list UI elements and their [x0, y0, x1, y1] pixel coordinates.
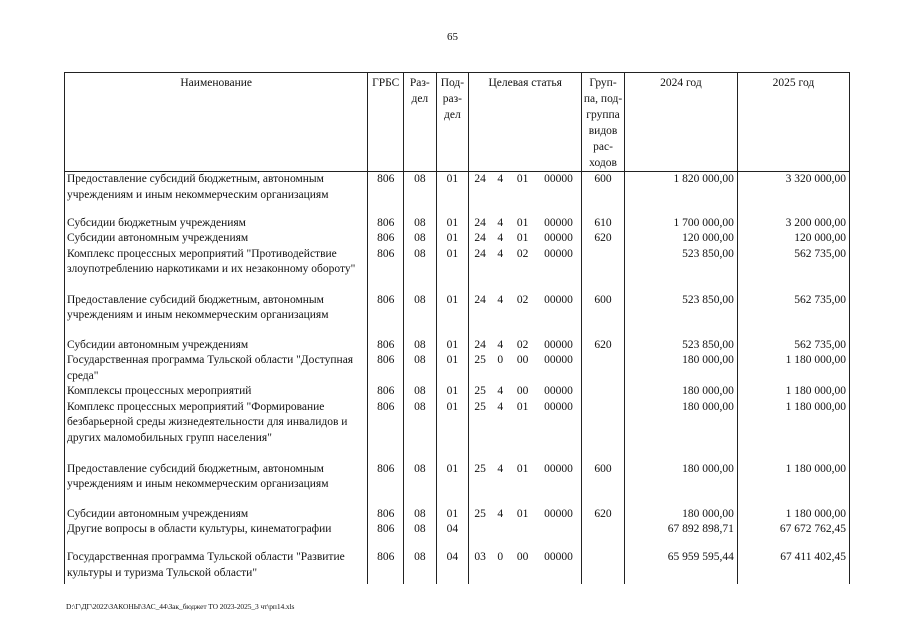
header-target-article: Целевая статья	[469, 73, 582, 172]
row-target-program	[469, 522, 491, 550]
row-amount-2024: 523 850,00	[624, 338, 737, 354]
table-row	[65, 216, 850, 232]
header-2024: 2024 год	[624, 73, 737, 172]
row-target-program: 25	[469, 462, 491, 507]
row-grbs: 806	[368, 247, 404, 293]
row-name: Субсидии автономным учреждениям	[65, 231, 368, 247]
row-amount-2025: 120 000,00	[737, 231, 849, 247]
row-target-program: 24	[469, 172, 491, 216]
row-grbs: 806	[368, 216, 404, 232]
row-podrazdel: 01	[436, 231, 469, 247]
row-podrazdel: 01	[436, 384, 469, 400]
row-razdel: 08	[404, 353, 437, 384]
row-podrazdel: 01	[436, 462, 469, 507]
row-target-type: 4	[497, 507, 504, 520]
row-target-type: 4	[497, 216, 504, 229]
header-expense-group: Груп- па, под- группа видов рас- ходов	[582, 73, 625, 172]
row-podrazdel: 01	[436, 353, 469, 384]
row-target-structure: 00	[516, 354, 529, 366]
table-row	[65, 522, 850, 550]
table-row	[65, 400, 850, 462]
row-expense-group: 600	[582, 172, 625, 216]
row-name: Государственная программа Тульской области "Развитие культуры и туризма Тульской области"	[65, 550, 368, 584]
row-grbs: 806	[368, 172, 404, 216]
row-grbs: 806	[368, 507, 404, 523]
header-grbs: ГРБС	[368, 73, 404, 172]
row-amount-2025: 1 180 000,00	[737, 384, 849, 400]
header-row	[65, 73, 850, 172]
row-razdel: 08	[404, 231, 437, 247]
header-2025: 2025 год	[737, 73, 849, 172]
table-row	[65, 507, 850, 523]
row-grbs: 806	[368, 353, 404, 384]
row-amount-2024: 1 820 000,00	[624, 172, 737, 216]
row-grbs: 806	[368, 293, 404, 338]
row-grbs: 806	[368, 400, 404, 462]
row-razdel: 08	[404, 522, 437, 550]
row-razdel: 08	[404, 550, 437, 584]
row-expense-group: 620	[582, 507, 625, 523]
row-expense-group: 620	[582, 231, 625, 247]
row-target-program: 25	[469, 353, 491, 384]
row-amount-2025: 562 735,00	[737, 338, 849, 354]
row-amount-2025: 67 411 402,45	[737, 550, 849, 584]
row-target-direction: 00000	[536, 338, 582, 354]
budget-table	[64, 72, 850, 584]
row-expense-group: 600	[582, 293, 625, 338]
row-amount-2025: 562 735,00	[737, 247, 849, 293]
header-name: Наименование	[65, 73, 368, 172]
row-target-direction: 00000	[536, 172, 582, 216]
row-grbs: 806	[368, 231, 404, 247]
row-target-structure: 02	[516, 247, 529, 260]
row-target-direction: 00000	[536, 507, 582, 523]
row-amount-2024: 180 000,00	[624, 384, 737, 400]
row-target-type: 0	[497, 354, 504, 366]
row-target-direction: 00000	[536, 384, 582, 400]
row-razdel: 08	[404, 384, 437, 400]
row-target-program: 03	[469, 550, 491, 584]
table-row	[65, 338, 850, 354]
row-target-structure	[509, 522, 535, 550]
row-target-structure: 01	[516, 507, 529, 520]
row-name: Субсидии автономным учреждениям	[65, 507, 368, 523]
table-row	[65, 172, 850, 216]
row-expense-group: 620	[582, 338, 625, 354]
row-grbs: 806	[368, 522, 404, 550]
row-target-direction: 00000	[536, 550, 582, 584]
row-target-program: 24	[469, 338, 491, 354]
row-target-structure: 00	[516, 385, 529, 397]
row-target-direction: 00000	[536, 462, 582, 507]
row-target-direction: 00000	[536, 247, 582, 293]
row-target-program: 24	[469, 247, 491, 293]
row-name: Предоставление субсидий бюджетным, автономным учреждениям и иным некоммерческим организациям	[65, 293, 368, 338]
row-amount-2024: 180 000,00	[624, 353, 737, 384]
row-amount-2025: 1 180 000,00	[737, 353, 849, 384]
row-target-type: 4	[497, 385, 504, 397]
table-row	[65, 231, 850, 247]
row-target-direction: 00000	[536, 353, 582, 384]
row-razdel: 08	[404, 216, 437, 232]
row-expense-group	[582, 384, 625, 400]
row-target-program: 24	[469, 216, 491, 232]
row-razdel: 08	[404, 172, 437, 216]
row-amount-2024: 523 850,00	[624, 247, 737, 293]
row-razdel: 08	[404, 507, 437, 523]
row-target-structure: 01	[516, 216, 529, 229]
row-target-program: 24	[469, 293, 491, 338]
row-amount-2024: 180 000,00	[624, 507, 737, 523]
row-amount-2024: 523 850,00	[624, 293, 737, 338]
row-grbs: 806	[368, 550, 404, 584]
row-target-direction	[536, 522, 582, 550]
row-target-direction: 00000	[536, 231, 582, 247]
row-target-type: 4	[497, 462, 504, 475]
row-name: Комплексы процессных мероприятий	[65, 384, 368, 400]
row-razdel: 08	[404, 293, 437, 338]
row-grbs: 806	[368, 338, 404, 354]
page-number: 65	[447, 31, 458, 43]
row-target-structure: 01	[516, 232, 529, 244]
row-grbs: 806	[368, 462, 404, 507]
row-razdel: 08	[404, 338, 437, 354]
row-target-type	[491, 522, 509, 550]
row-name: Государственная программа Тульской области "Доступная среда"	[65, 353, 368, 384]
row-podrazdel: 01	[436, 172, 469, 216]
row-amount-2025: 67 672 762,45	[737, 522, 849, 550]
row-target-structure: 00	[516, 551, 529, 563]
row-grbs: 806	[368, 384, 404, 400]
row-amount-2024: 65 959 595,44	[624, 550, 737, 584]
row-podrazdel: 01	[436, 216, 469, 232]
row-amount-2025: 1 180 000,00	[737, 507, 849, 523]
row-amount-2024: 120 000,00	[624, 231, 737, 247]
row-target-direction: 00000	[536, 216, 582, 232]
row-expense-group	[582, 550, 625, 584]
row-name: Субсидии автономным учреждениям	[65, 338, 368, 354]
row-razdel: 08	[404, 400, 437, 462]
row-razdel: 08	[404, 462, 437, 507]
row-podrazdel: 01	[436, 247, 469, 293]
row-name: Предоставление субсидий бюджетным, автономным учреждениям и иным некоммерческим организациям	[65, 462, 368, 507]
row-target-type: 4	[497, 173, 504, 185]
header-podrazdel: Под- раз- дел	[436, 73, 469, 172]
row-target-type: 4	[497, 400, 504, 413]
row-podrazdel: 04	[436, 550, 469, 584]
row-amount-2024: 67 892 898,71	[624, 522, 737, 550]
row-amount-2025: 1 180 000,00	[737, 400, 849, 462]
row-target-structure: 02	[516, 338, 529, 351]
row-amount-2024: 180 000,00	[624, 462, 737, 507]
row-expense-group	[582, 400, 625, 462]
row-amount-2025: 3 200 000,00	[737, 216, 849, 232]
row-name: Комплекс процессных мероприятий "Противодействие злоупотреблению наркотиками и их незаконному обороту"	[65, 247, 368, 293]
row-amount-2025: 1 180 000,00	[737, 462, 849, 507]
row-amount-2025: 3 320 000,00	[737, 172, 849, 216]
row-name: Другие вопросы в области культуры, кинематографии	[65, 522, 368, 550]
table-row	[65, 384, 850, 400]
row-razdel: 08	[404, 247, 437, 293]
table-row	[65, 353, 850, 384]
table-row	[65, 247, 850, 293]
row-podrazdel: 01	[436, 338, 469, 354]
row-podrazdel: 01	[436, 293, 469, 338]
header-razdel: Раз- дел	[404, 73, 437, 172]
row-target-program: 24	[469, 231, 491, 247]
row-target-program: 25	[469, 384, 491, 400]
row-name: Предоставление субсидий бюджетным, автономным учреждениям и иным некоммерческим организациям	[65, 172, 368, 216]
row-target-direction: 00000	[536, 400, 582, 462]
row-target-structure: 01	[516, 462, 529, 475]
row-podrazdel: 01	[436, 400, 469, 462]
row-target-program: 25	[469, 400, 491, 462]
row-target-type: 0	[497, 551, 504, 563]
row-expense-group	[582, 353, 625, 384]
row-expense-group	[582, 522, 625, 550]
row-expense-group	[582, 247, 625, 293]
row-target-structure: 01	[516, 400, 529, 413]
row-amount-2024: 180 000,00	[624, 400, 737, 462]
table-row	[65, 462, 850, 507]
row-podrazdel: 01	[436, 507, 469, 523]
file-path-footer: D:\Г\ДГ\2022\ЗАКОНЫ\ЗАС_44\Зак_бюджет ТО 2023-2025_3 чт\рп14.xls	[66, 602, 295, 611]
table-row	[65, 550, 850, 584]
row-name: Субсидии бюджетным учреждениям	[65, 216, 368, 232]
row-target-type: 4	[497, 338, 504, 351]
row-target-type: 4	[497, 247, 504, 260]
row-name: Комплекс процессных мероприятий "Формирование безбарьерной среды жизнедеятельности для инвалидов и других маломобильных групп населения"	[65, 400, 368, 462]
row-expense-group: 610	[582, 216, 625, 232]
row-target-direction: 00000	[536, 293, 582, 338]
table-row	[65, 293, 850, 338]
row-target-program: 25	[469, 507, 491, 523]
row-target-structure: 01	[516, 173, 529, 185]
row-amount-2025: 562 735,00	[737, 293, 849, 338]
row-target-type: 4	[497, 293, 504, 306]
row-amount-2024: 1 700 000,00	[624, 216, 737, 232]
row-expense-group: 600	[582, 462, 625, 507]
row-podrazdel: 04	[436, 522, 469, 550]
row-target-structure: 02	[516, 293, 529, 306]
row-target-type: 4	[497, 232, 504, 244]
